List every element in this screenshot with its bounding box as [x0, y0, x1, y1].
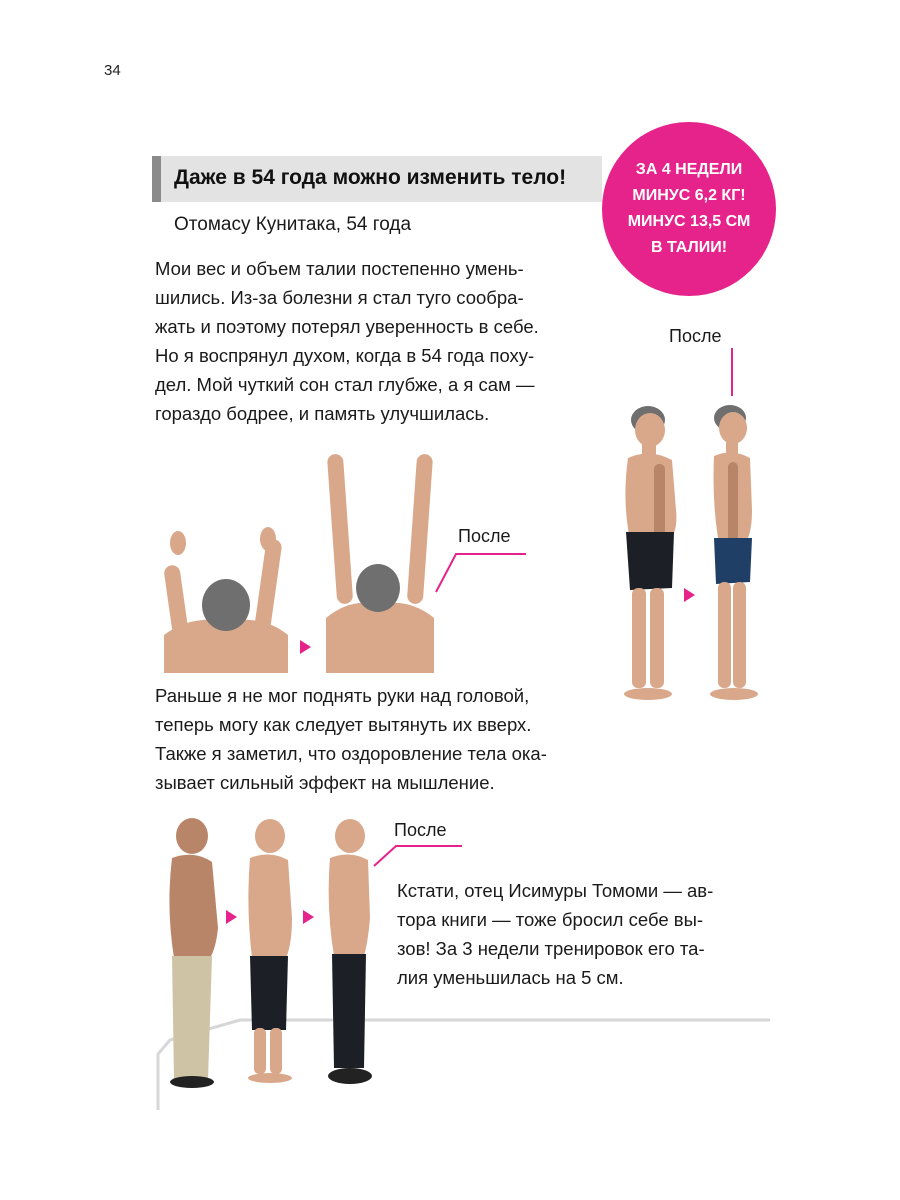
arrow-icon: [300, 640, 311, 654]
before-photo-arms: [160, 525, 295, 673]
text-line: Кстати, отец Исимуры Томоми — ав-: [397, 880, 714, 901]
father-photo-1: [160, 818, 230, 1088]
after-label-arms: После: [458, 526, 511, 546]
badge-line: МИНУС 6,2 КГ!: [632, 187, 746, 204]
text-line: зывает сильный эффект на мышление.: [155, 772, 495, 793]
before-photo-side: [610, 400, 690, 720]
result-badge: [602, 122, 776, 296]
text-line: жать и поэтому потерял уверенность в себе.: [155, 316, 539, 337]
text-line: лия уменьшилась на 5 см.: [397, 967, 624, 988]
page-number: 34: [104, 62, 121, 79]
text-line: Раньше я не мог поднять руки над головой,: [155, 685, 530, 706]
arrow-icon: [226, 910, 237, 924]
paragraph-1: [155, 254, 539, 428]
paragraph-3: [397, 876, 713, 992]
text-line: зов! За 3 недели тренировок его та-: [397, 938, 705, 959]
after-label-father: После: [394, 820, 447, 840]
text-line: шились. Из-за болезни я стал туго сообра-: [155, 287, 524, 308]
after-photo-side: [700, 400, 780, 720]
author-line: Отомасу Кунитака, 54 года: [174, 214, 412, 235]
text-line: Также я заметил, что оздоровление тела ока-: [155, 743, 547, 764]
text-line: дел. Мой чуткий сон стал глубже, а я сам —: [155, 374, 535, 395]
badge-line: В ТАЛИИ!: [650, 239, 728, 256]
after-callout-line-arms: [430, 540, 530, 600]
badge-line: МИНУС 13,5 СМ: [627, 213, 751, 230]
arrow-icon: [684, 588, 695, 602]
arrow-icon: [303, 910, 314, 924]
after-callout-line-father: [368, 836, 468, 876]
text-line: тора книги — тоже бросил себе вы-: [397, 909, 704, 930]
father-photo-2: [240, 818, 310, 1088]
text-line: теперь могу как следует вытянуть их вверх.: [155, 714, 532, 735]
section-heading: Даже в 54 года можно изменить тело!: [174, 166, 567, 189]
after-label-side: После: [669, 326, 722, 346]
paragraph-2: [155, 681, 547, 797]
text-line: Мои вес и объем талии постепенно умень-: [155, 258, 524, 279]
after-photo-arms: [322, 448, 437, 673]
text-line: Но я воспрянул духом, когда в 54 года поху-: [155, 345, 535, 366]
badge-line: ЗА 4 НЕДЕЛИ: [635, 161, 743, 178]
text-line: гораздо бодрее, и память улучшилась.: [155, 403, 490, 424]
